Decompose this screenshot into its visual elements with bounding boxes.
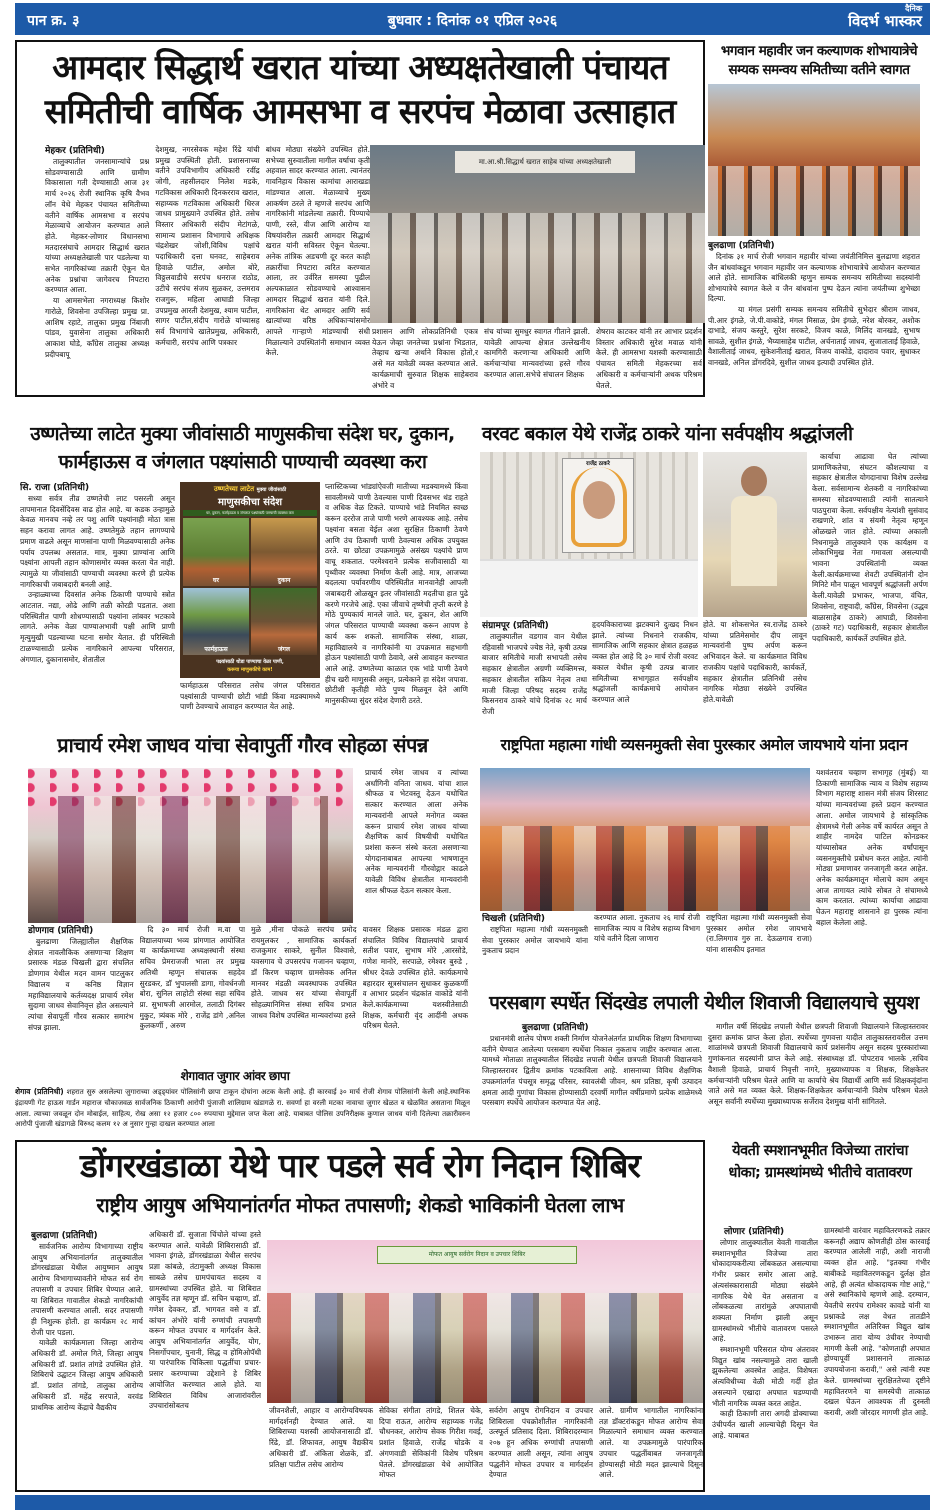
column [149, 1230, 261, 1488]
byline: लोणार (प्रतिनिधी) [724, 1227, 785, 1237]
poster-panel [251, 588, 317, 656]
photo-speaker [703, 452, 807, 617]
column [594, 913, 700, 981]
poster-footer [180, 655, 320, 674]
byline: शेगाव (प्रतिनिधी) [15, 1087, 64, 1096]
page-number: पान क्र. ३ [27, 13, 80, 29]
column [269, 1406, 373, 1490]
newspaper-logo [848, 4, 922, 28]
body-text: काही ठिकाणी तारा अगदी डोक्याच्या उंचीपर्यंत खाली आल्याचेही दिसून येत आहे. याबाबत [712, 1409, 818, 1440]
body-text: ग्रामस्थांनी वारंवार महावितरणकडे तक्रार करूनही अद्याप कोणतीही ठोस कारवाई करण्यात आलेली नाही, अशी नाराजी व्यक्त होत आहे. "इतक्या गंभीर बाबीकडे महावितरणकडून दुर्लक्ष होत आहे, ही अत्यंत धोकादायक गोष्ट आहे," असे स्थानिकांचे म्हणणे आहे. दरम्यान, येवतीचे सरपंच रामेश्वर कावडे यांनी या प्रश्नाकडे लक्ष वेधत तातडीने स्मशानभूमीत अतिरिक्त विद्युत खांब उभारून तारा योग्य उंचीवर नेण्याची मागणी केली आहे. "कोणताही अपघात होण्यापूर्वी प्रशासनाने तात्काळ उपाययोजना करावी," असे त्यांनी स्पष्ट केले. ग्रामस्थांच्या सुरक्षिततेच्या दृष्टीने महावितरणने या समस्येची तात्काळ दखल घेऊन आवश्यक ती दुरुस्ती करावी, अशी जोरदार मागणी होत आहे. [824, 1226, 930, 1417]
article-panchayat-aamsabha [15, 40, 705, 397]
column [596, 327, 702, 393]
article-shegaon-gambling-raid [15, 1068, 930, 1138]
poster-panel [251, 518, 317, 586]
poster-label: जंगल [278, 646, 290, 653]
body-text: सार्वजनिक आरोग्य विभागाच्या राष्ट्रीय आयुष अभियानांतर्गत तालुक्यातील डोंगरखंडाळा येथील आयुष्मान आयुष आरोग्य विभागाच्यावतीने मोफत सर्व रोग तपासणी व उपचार शिबिर घेण्यात आले. या शिबिरात गावातील शेकडो नागरिकांची तपासणी करण्यात आली. सदर तपासणी ही निशुल्क होती. हा कार्यक्रम २८ मार्च रोजी पार पडला. [31, 1242, 143, 1337]
column [824, 1226, 930, 1490]
poster-label: घर [212, 576, 219, 584]
byline: चिखली (प्रतिनिधी) [482, 914, 545, 924]
poster-footer-2: करूया माणुसकीचे काम! [227, 667, 273, 673]
byline: बुलढाणा (प्रतिनिधी) [31, 1231, 98, 1241]
article-yevti-crematorium-wires [710, 1140, 930, 1492]
byline: डोणगाव (प्रतिनिधी) [28, 926, 94, 936]
body-text: यावसर शिक्षक प्रसारक मंडळ द्वारा संचालित विविध विद्यालयांचे प्राचार्य सतीश पवार, सुभाष मोरे ,आरसोडे, गणेश मानोरे, सरपाळे, रमेश्वर बुरुडे , श्रीधर देवळे उपस्थित होते. कार्यक्रमाचे बहारदार सूत्रसंचालन सुधाकर कुळकर्णी व आभार प्रदर्शन चंद्रकांत वाकोडे यांनी केले.कार्यक्रमाच्या यशस्वीतेसाठी शिक्षक, कर्मचारी वृंद आदींनी अथक परिश्रम घेतले. [362, 925, 468, 1031]
poster-panel [183, 518, 249, 586]
body-text: मुळे ,मीना पोकळे सरपंच प्रमोद रायमुलकर , सामाजिक कार्यकर्ता राजकुमार साकरे, सुनील विश्वासे, यवसगाव चे उपसरपंच गजानन चव्हाण, डॉ किरण चव्हाण ग्रामसेवक अनिल मानवर मंडळी व्यवस्थापक उपस्थित होते. जाधव सर यांच्या सेवापूर्ती सोहळ्यानिमित्त संस्था सचिव प्रभात जाधव विशेष उपस्थित मान्यवरांच्या हस्ते [251, 925, 357, 1020]
logo-small-text: दैनिक [905, 4, 922, 13]
byline: संग्रामपूर (प्रतिनिधी) [482, 621, 549, 631]
body-text: प्रधानमंत्री शालेय पोषण शक्ती निर्माण योजनेअंतर्गत प्राथमिक शिक्षण विभागाच्या वतीने घेण्यात आलेल्या परसबाग स्पर्धेचा निकाल नुकताच जाहीर करण्यात आला. यामध्ये मोताळा तालुक्यातील सिंदखेड लपाली येथील छत्रपती शिवाजी विद्यालयाने जिल्हास्तरावर द्वितीय क्रमांक पटकाविला आहे. शासनाच्या विविध शैक्षणिक उपक्रमांतर्गत पंचसूत्र समृद्ध परिसर, स्वावलंबी जीवन, श्रम प्रतिष्ठा, कृषी उत्पादन क्षमता आदी गुणांचा विकास होण्यासाठी दरवर्षी मागील वर्षीप्रमाणे प्रत्येक शाळेमध्ये परसबाग स्पर्धेचे आयोजन करण्यात येत आहे. [482, 1034, 702, 1108]
column [372, 327, 478, 393]
article-ramesh-jadhav [15, 730, 470, 1060]
body-text: यशवंतराव चव्हाण सभागृह (मुंबई) या ठिकाणी सामाजिक न्याय व विशेष सहाय्य विभाग महाराष्ट्र शासन मंत्री संजय शिरसाट यांच्या मान्यवरांच्या हस्ते प्रदान करण्यात आला. अमोल जायभाये हे सांस्कृतिक क्षेत्रामध्ये गेली अनेक वर्षे कार्यरत असून ते शाहीर नामदेव पाटिल कोनडकर यांच्यासोबत अनेक वर्षांपासून व्यसनमुक्तीचे प्रबोधन करत आहेत. त्यांनी मोठ्या प्रमाणावर जनजागृती करत आहेत. अनेक कार्यक्रमातून मोलाचे काम असून आज तागायत त्यांचे सोबत ते संचामध्ये काम करतात. त्यांच्या कार्याचा आढावा घेऊन महाराष्ट्र शासनाने हा पुरस्क त्यांना बहाल केलेला आहे. [816, 768, 928, 927]
headline-line-1: डोंगरखंडाळा येथे पार पडले सर्व रोग निदान शिबिर [80, 1146, 640, 1185]
headline-line-1: येवती स्मशानभूमीत विजेच्या तारांचा [732, 1143, 908, 1159]
body-text: प्लास्टिकच्या भांड्यांऐवजी मातीच्या मडक्यामध्ये किंवा सावलीमध्ये पाणी ठेवल्यास पाणी दिवसभर थंड राहते व अधिक वेळ टिकते. पाण्याचे भांडे नियमित स्वच्छ करून दररोज ताजे पाणी भरणे आवश्यक आहे. तसेच पक्ष्यांना बसता येईल अशा सुरक्षित ठिकाणी ठेवणे आणि उंच ठिकाणी पाणी ठेवल्यास अधिक उपयुक्त ठरते. या छोट्या उपक्रमामुळे असंख्य पक्ष्यांचे प्राण वाचू शकतात. परमेश्वराने प्रत्येक सजीवासाठी या पृथ्वीवर व्यवस्था निर्माण केली आहे. मात्र, आजच्या बदलत्या पर्यावरणीय परिस्थितीत मानवानेही आपली जबाबदारी ओळखून इतर जीवांसाठी मदतीचा हात पुढे करणे गरजेचे आहे. एका जीवाचे तृष्णेची तृप्ती करणे हे मोठे पुण्यकार्य मानले जाते. घर, दुकान, शेत आणि जंगल परिसरात पाण्याची व्यवस्था करून आपण हे कार्य करू शकतो. सामाजिक संस्था, शाळा, महाविद्यालये व नागरिकांनी या उपक्रमात सहभागी होऊन पक्ष्यांसाठी पाणी ठेवावे, असे आवाहन करण्यात आले आहे. उष्णतेच्या काळात एक भांडे पाणी ठेवणे हीच खरी माणुसकी असून, प्रत्येकाने हा संदेश जपावा. छोटीशी कृतीही मोठे पुण्य मिळवून देते आणि मानुसकीच्या सुंदर संदेश देणारी ठरते. [325, 482, 468, 706]
headline-line-2: धोका; ग्रामस्थांमध्ये भीतीचे वातावरण [728, 1165, 912, 1181]
body-text: करण्यात आला. नुकताच २६ मार्च रोजी सामाजिक न्याय व विशेष सहाय्य विभाग यांचे वतीने दिला जाणारा [594, 913, 700, 944]
body-text: बांधव मोठ्या संख्येने उपस्थित होते. सभेच्या सुरुवातीला मागील वर्षाचा कृती अहवाल सादर करण्यात आला. त्यानंतर गावनिहाय विकास कामांचा आराखडा मांडण्यात आला. मेळाव्याचे मुख्य आकर्षण ठरले ते म्हणजे सरपंच आणि नागरिकांनी मांडलेल्या तक्रारी. पिण्याचे पाणी, रस्ते, वीज आणि आरोग्य या विषयांवरील तक्रारी आमदार सिद्धार्थ खरात यांनी सविस्तर ऐकून घेतल्या. अनेक तांत्रिक अडचणी दूर करत काही तक्रारींचा निपटारा त्वरित करण्यात आला, तर उर्वरित समस्या पुढील अल्पकाळात सोडवण्याचे आश्वासन आमदार सिद्धार्थ खरात यांनी दिले. नागरिकांना थेट आमदार आणि सर्व खात्यांच्या वरिष्ठ अधिकाऱ्यांसमोर आपले गाऱ्हाणे मांडण्याची संधी मिळाल्याने उपस्थितांनी समाधान व्यक्त केले. [265, 145, 370, 358]
column [325, 482, 468, 722]
column [482, 913, 588, 981]
body-text: देशमुख, नगरसेवक महेश रिंढे यांची प्रमुख उपस्थिती होती. प्रशासनाच्या वतीने उपविभागीय अधिकारी रवींद्र जोगी, तहसीलदार निलेश मडके, गटविकास अधिकारी दिनकरराव खरात, सहाय्यक गटविकास अधिकारी धिरज जाधव प्रामुख्याने उपस्थित होते. तसेच विस्तार अधिकारी संदीप मेटांगळे, सामान्य प्रशासन विभागाचे अधिक्षक चंद्रशेखर जोशी,विविध पक्षांचे पदाधिकारी दत्ता घनवट, साहेबराव हिवाळे पाटील, अमोल बोरे, विठ्ठलवाडीचे सरपंच धनराज राठोड, उटीचे सरपंच संजय सुळकर, उत्तमराव राजगुरू, महिला आघाडी जिल्हा उपप्रमुख आरती देशमुख, श्याम पाटील, सागर पाटील,संदीप गारोळे यांच्यासह सर्व विभागांचे खातेप्रमुख, अधिकारी, कर्मचारी, सरपंच आणि पत्रकार [155, 145, 260, 347]
body-text: बुलढाणा जिल्ह्यातील शैक्षणिक क्षेत्रात नावलौकिक असणाऱ्या शिक्षण प्रसारक मंडळ चिखली द्वारा संचलित डोणगाव येथील मदन वामन पाटलुकर विद्यालय व कनिष्ठ विज्ञान महाविद्यालयाचे कर्तव्यदक्ष प्राचार्य रमेश सुदामा जाधव सेवानिवृत्त होत असल्याने त्यांचा सेवापूर्ती गौरव सत्कार समारंभ संपन्न झाला. [28, 937, 134, 1032]
body-text: सर्वरोग आयुष रोगनिदान व उपचार शिबिराला पंचक्रोशीतील नागरिकांनी उत्स्फूर्त प्रतिसाद दिला. शिबिरादरम्यान २०७ हून अधिक रुग्णांची तपासणी करण्यात आली असून, त्यांना आयुष पद्धतीने मोफत उपचार व मार्गदर्शन देण्यात [489, 1406, 593, 1480]
body-text: तालुक्यातील वडगाव वान येथील रहिवासी भाजपचे ज्येष्ठ नेते, कृषी उत्पन्न बाजार समितीचे माजी सभापती तसेच सहकार क्षेत्रातील अग्रणी व्यक्तिमत्त्व, सहकार क्षेत्रातील सक्रिय नेतृत्व तथा माजी जिल्हा परिषद सदस्य राजेंद्र किसनराव ठाकरे यांचे दिनांक २८ मार्च रोजी [482, 632, 587, 716]
column [155, 145, 259, 393]
column [45, 145, 149, 393]
column [20, 482, 175, 722]
column [599, 1406, 703, 1490]
body-text: प्राचार्य रमेश जाधव व त्यांच्या अर्धांगिनी वनिता जाधव. यांचा शाल श्रीफळ व भेटवस्तू देऊन यथोचित सत्कार करण्यात आला अनेक मान्यवरांनी आपले मनोगत व्यक्त करून प्राचार्य रमेश जाधव यांच्या शैक्षणिक कार्य विषयीची यथोचित प्रशंसा करून संस्थे करता असणाऱ्या योगदानाबाबत आपल्या भाषणातून अनेक मान्यवरांनी गौरवोद्गार काढले यावेळी विविध क्षेत्रातील मान्यवरांनी शाल श्रीफळ देऊन सत्कार केला. [365, 768, 468, 895]
body-text: स्मशानभूमी परिसरात योग्य अंतरावर विद्युत खांब नसल्यामुळे तारा खाली झुकलेल्या अवस्थेत आहेत. विशेषतः अंत्यविधीच्या वेळी मोठी गर्दी होत असल्याने एखादा अपघात घडण्याची भीती नागरिक व्यक्त करत आहेत. [712, 1345, 818, 1408]
headline: प्राचार्य रमेश जाधव यांचा सेवापुर्ती गौरव सोहळा संपन्न [57, 733, 428, 757]
body-text: दि ३० मार्च रोजी म.वा पा विद्यालयाच्या भव्य प्रांगणात आयोजित या कार्यक्रमाच्या अध्यक्षस्थानी संस्था सचिव प्रेमराजजी भाला तर प्रमुख अतिथी म्हणून संचालक सहदेव सुरडकर, डॉ भुपालसी डागा, गोवर्धनजी बोरा, सुनिल लाहोटी संस्था सहा सचिव प्रा. सुभाषजी आरमोल, तलाठी दिगंबर मुकुट, त्र्यंबक मोरे , राजेंद्र डांगे ,अनिल कुलकर्णी , अरुण [139, 925, 245, 1031]
masthead-bar [15, 3, 930, 35]
body-text: लोणार तालुक्यातील येवती गावातील स्मशानभूमीत विजेच्या तारा धोकादायकरीत्या लोंबकळत असल्याचा गंभीर प्रकार समोर आला आहे. अंत्यसंस्कारासाठी मोठ्या संख्येने नागरिक येथे येत असताना व लोंबकळत्या तारांमुळे अपघाताची शक्यता निर्माण झाली असून ग्रामस्थांमध्ये भीतीचे वातावरण पसरले आहे. [712, 1238, 818, 1344]
body-text: मागील वर्षी सिंदखेड लपाली येथील छत्रपती शिवाजी विद्यालयाने जिल्हास्तरावर दुसरा क्रमांक प्राप्त केला होता. स्पर्धेच्या गुणवत्ता यादीत तालुकास्तरावरील उत्तम शाळांमध्ये छत्रपती शिवाजी विद्यालयाचे कार्य प्रशंसनीय असून सदस्य पुरस्कारांच्या गुणांकनात सदस्यांनी प्राप्त केले आहे. संस्थाध्यक्ष डॉ. पोपटराव भालके ,सचिव वैशाली हिवाळे, प्राचार्य निवृत्ती नागरे, मुख्याध्यापक व शिक्षक, शिक्षकेतर कर्मचाऱ्यांनी परिश्रम घेतले आणि या कार्याचे श्रेय विद्यार्थी आणि सर्व शिक्षकवृंदांना जाते असे मत व्यक्त केले. शिक्षक-शिक्षकेतर कर्मचाऱ्यांनी विशेष परिश्रम घेतले असून सर्वांनी स्पर्धेच्या मुख्याध्यापक सर्जेराव देशमुख यांनी सांगितले. [708, 1022, 928, 1106]
poster-title-1: उष्णतेच्या लाटेत [213, 485, 255, 493]
column [482, 620, 587, 722]
headline [710, 1140, 930, 1184]
poster-birds-water [180, 482, 320, 678]
headline: राष्ट्रपिता महात्मा गांधी व्यसनमुक्ती सेवा पुरस्कार अमोल जायभाये यांना प्रदान [500, 736, 908, 754]
byline: सि. राजा (प्रतिनिधी) [20, 483, 90, 493]
column [15, 1086, 470, 1138]
body-text: या आमसभेला नगराध्यक्ष किशोर गारोळे, शिवसेना उपजिल्हा प्रमुख प्रा. आशिष रहाटे, तालुका प्रमुख निंबाजी पांडव, युवासेना तालुका अधिकारी आकाश घोडे, काँग्रेस तालुका अध्यक्ष प्रदीपबापू [45, 296, 150, 359]
article-mahavir-shobhayatra [708, 42, 930, 397]
body-text: होते. या शोकसभेत स्व.राजेंद्र ठाकरे यांच्या प्रतिमेसमोर दीप लावून मान्यवरांनी पुष्प अर्पण करून अभिवादन केले. या कार्यक्रमात विविध राजकीय पक्षांचे पदाधिकारी, कार्यकर्ते, सहकार क्षेत्रातील प्रतिनिधी तसेच नागरिक मोठ्या संख्येने उपस्थित होते.यावेळी [703, 620, 807, 704]
footer-bar [15, 1495, 930, 1510]
column [816, 768, 928, 980]
column [379, 1406, 483, 1490]
body-text: शेषराव काटकर यांनी तर आभार प्रदर्शन विस्तार अधिकारी सुरेश मवाळ यांनी केले. ही आमसभा यशस्वी करण्यासाठी पंचायत समिती मेहकरच्या सर्व अधिकारी व कर्मचाऱ्यांनी अथक परिश्रम घेतले. [596, 327, 702, 390]
body-text: तालुक्यातील जनसामान्यांचे प्रश्न सोडवण्यासाठी आणि ग्रामीण विकासाला गती देण्यासाठी आज ३१ मार्च २०२६ रोजी स्थानिक कृषि वैभव लॉन येथे मेहकर पंचायत समितीच्या वतीने वार्षिक आमसभा व सरपंच मेळाव्याचे आयोजन करण्यात आले होते. मेहकर-लोणार विधानसभा मतदारसंघाचे आमदार सिद्धार्थ खरात यांच्या अध्यक्षतेखाली पार पडलेल्या या सभेत नागरिकांच्या तक्रारी ऐकून घेत अनेक प्रश्नांचा जागेवरच निपटारा करण्यात आला. [45, 157, 150, 295]
headline-line-2: फार्महाऊस व जंगलात पक्ष्यांसाठी पाण्याची व्यवस्था करा [58, 451, 427, 473]
headline: शेगावात जुगार आंवर छापा [180, 1069, 290, 1083]
poster-title-2: माणुसकीचा संदेश [217, 497, 283, 508]
body-text: संच यांच्या सुमधुर स्वागत गीताने झाली. यावेळी आपल्या क्षेत्रात उल्लेखनीय कामगिरी करणाऱ्या अधिकारी आणि कर्मचाऱ्यांचा मान्यवरांच्या हस्ते गौरव करण्यात आला.सभेचे संचालन शिक्षक [484, 327, 590, 379]
event-banner: मा.आ.श्री.सिद्धार्थ खरात साहेब यांच्या अध्यक्षतेखाली [455, 151, 635, 173]
column [28, 925, 134, 1050]
body-text: राष्ट्रपिता महात्मा गांधी व्यसनमुक्ती सेवा पुरस्कार अमोल रमेश जायभाये (रा.लिमगाव गुरु ता. देऊळगाव राजा) यांना शासकीय इतमात [706, 913, 812, 955]
byline: बुलढाणा (प्रतिनिधी) [522, 1023, 589, 1033]
body-text: यावेळी कार्यक्रमाला जिल्हा आरोग्य अधिकारी डॉ. अमोल गिते, जिल्हा आयुष अधिकारी डॉ. प्रशांत तांगडे उपस्थित होते. शिबिराचे उद्घाटन जिल्हा आयुष अधिकारी डॉ. प्रशांत तांगडे, तालुका आरोग्य अधिकारी डॉ. महेंद्र सरपाते, वरवंड प्राथमिक आरोग्य केंद्राचे वैद्यकीय [31, 1338, 143, 1412]
issue-date: बुधवार : दिनांक ०१ एप्रिल २०२६ [387, 13, 558, 29]
photo-felicitation [28, 768, 353, 923]
poster-label: दुकान [277, 576, 291, 584]
body-text: उन्हाळ्याच्या दिवसांत अनेक ठिकाणी पाण्याचे स्त्रोत आटतात. नद्या, ओढे आणि तळी कोरडी पडतात. अशा परिस्थितीत पाणी शोधण्यासाठी पक्ष्यांना लांबवर भटकावे लागते. अनेक वेळा पाण्याअभावी पक्षी आणि प्राणी मृत्युमुखी पडल्याच्या घटना समोर येतात. ही परिस्थिती टाळण्यासाठी प्रत्येक नागरिकाने आपल्या परिसरात, अंगणात, दुकानासमोर, शेतातील [20, 590, 175, 664]
column [365, 768, 468, 923]
body-text: राष्ट्रपिता महात्मा गांधी व्यसनमुक्ती सेवा पुरस्कार अमोल जायभाये यांना नुकताच प्रदान [482, 925, 588, 956]
column [363, 925, 469, 1050]
body-text: कार्याचा आढावा घेत त्यांच्या प्रामाणिकतेचा, संघटन कौशल्याचा व सहकार क्षेत्रातील योगदानाचा विशेष उल्लेख केला. सर्वसामान्य शेतकरी व नागरिकांच्या समस्या सोडवण्यासाठी त्यांनी सातत्याने पाठपुरावा केला. सर्वपक्षीय नेत्यांशी सुसंवाद राखणारे, शांत व संयमी नेतृत्व म्हणून ओळखले जात होते. त्यांच्या अकाली निधनामुळे तालुक्याने एक कार्यक्षम व लोकाभिमुख नेता गमावला असल्याची भावना उपस्थितांनी व्यक्त केली.कार्यक्रमाच्या शेवटी उपस्थितांनी दोन मिनिटे मौन पाळून भावपूर्ण श्रद्धांजली अर्पण केली.यावेळी प्रभाकर, भाजपा, वंचित, शिवसेना, राष्ट्रवादी, काँग्रेस, शिवसेना (उद्धव बाळासाहेब ठाकरे) आघाडी, शिवसेना (ठाकरे गट) पदाधिकारी, सहकार क्षेत्रातील पदाधिकारी, कार्यकर्ते उपस्थित होते. [812, 452, 928, 643]
body-text: अधिकारी डॉ. सुजाता चिंचोले यांच्या हस्ते करण्यात आले. यावेळी शिबिरासाठी डॉ. भावना इंगळे, डोंगरखंडाळा येथील सरपंच प्रज्ञा कांबळे, तंटामुक्ती अध्यक्ष विकास साबळे तसेच ग्रामपंचायत सदस्य व ग्रामस्थांच्या उपस्थित होते. या शिबिरात आयुर्वेद तज्ञ म्हणून डॉ. सचिन चव्हाण, डॉ. गणेश देवकर, डॉ. भागवत वसे व डॉ. कांचन अंभोरे यांनी रुग्णांची तपासणी करून मोफत उपचार व मार्गदर्शन केले. आयुष अभियानांतर्गत आयुर्वेद, योग, निसर्गोपचार, युनानी, सिद्ध व होमिओपॅथी या पारंपारिक चिकित्सा पद्धतींचा प्रचार-प्रसार करण्याच्या उद्देशाने हे शिबिर आयोजित करण्यात आले होते. या शिबिरात विविध आजारांवरील उपचारांसोबतच [149, 1230, 261, 1411]
poster-title-1b: मुक्या जीवांसाठी [256, 487, 287, 493]
column [592, 620, 698, 722]
article-vyasanmukti-award [478, 730, 930, 985]
headline-line-1: भगवान महावीर जन कल्याणक शोभायात्रेचे [720, 43, 918, 59]
headline-line-2: राष्ट्रीय आयुष अभियानांतर्गत मोफत तपासणी; शेकडो भाविकांनी घेतला लाभ [96, 1193, 624, 1217]
body-text: आले. ग्रामीण भागातील नागरिकांना तज्ञ डॉक्टरांकडून मोफत आरोग्य सेवा मिळाल्याने समाधान व्यक्त करण्यात आले. या उपक्रमामुळे पारंपारिक उपचार पद्धतींबाबत जनजागृती होण्यासही मोठी मदत झाल्याचे दिसून आले. [599, 1406, 703, 1480]
column [706, 913, 812, 981]
poster-title [180, 482, 320, 494]
photo-award-ceremony [480, 768, 810, 911]
column [489, 1406, 593, 1490]
byline: मेहकर (प्रतिनिधी) [45, 146, 105, 156]
headline-line-1: आमदार सिद्धार्थ खरात यांच्या अध्यक्षतेखाली पंचायत [52, 48, 668, 88]
article-dongarkhandala-camp [15, 1140, 705, 1492]
headline-line-2: समितीची वार्षिक आमसभा व सरपंच मेळावा उत्साहात [44, 92, 676, 132]
article-birds-water [15, 420, 470, 725]
article-rajendra-thakre-tribute [478, 420, 930, 725]
body-text: सध्या सर्वत्र तीव्र उष्णतेची लाट पसरली असून तापमानात दिवसेंदिवस वाढ होत आहे. या कडक उन्हामुळे केवळ मानवच नव्हे तर पशु आणि पक्ष्यांनाही मोठा त्रास सहन करावा लागत आहे. उष्णतेमुळे तहान लागण्याचे प्रमाण वाढले असून माणसांना पाणी मिळवण्यासाठी अनेक पर्याय उपलब्ध असतात. मात्र, मुक्या प्राण्यांना आणि पक्ष्यांना आपली तहान कोणासमोर व्यक्त करता येत नाही. त्यामुळे या जीवांसाठी पाण्याची व्यवस्था करणे ही प्रत्येक नागरिकाची जबाबदारी बनली आहे. [20, 494, 175, 589]
body-text: शहरात सुरु असलेल्या जुगाराच्या अड्ड्यांवर पोलिसांनी छापा टाकून दोघांना अटक केली आहे. ही कारवाई ३० मार्च रोजी शेगाव पोलिसांनी केली आहे.स्थानिक इंद्रायणी गेट हाऊस गार्डन महाराज चौकाजवळ सार्वजनिक ठिकाणी आरोपी पुंजाजी शालिग्राम खंडागळे रा. सवर्णा हा वरली मटका नावाचा जुगार खेळत व खेळवित असताना मिळून आला. त्याच्या जवळून दोन मोबाईल, साहित्य, रोख असा १२ हजार ८०० रुपयाचा मुद्देमाल जप्त केला आहे. याबाबत पोलिस उपनिरीक्षक कुणाल जाधव यांनी दिलेल्या तक्रारीवरुन आरोपी पुंजाजी खंडागळे विरुध्द कलम १२ अ नुसार गुन्हा दाखल करण्यात आला [15, 1088, 470, 1128]
byline: बुलढाणा (प्रतिनिधी) [708, 241, 775, 251]
column [484, 327, 590, 393]
headline-line-1: उष्णतेच्या लाटेत मुक्या जीवांसाठी माणुसकीचा संदेश घर, दुकान, [30, 423, 455, 445]
column [266, 145, 370, 393]
body-text: प्रशासन आणि लोकप्रतिनिधी एकत्र येऊन जेव्हा जनतेच्या प्रश्नांना भिडतात, तेव्हाच खऱ्या अर्थाने विकास होतो,र असे मत यावेळी व्यक्त करण्यात आले. कार्यक्रमाची सुरुवात शिक्षक साहेबराव अंभोरे व [372, 327, 478, 390]
column [31, 1230, 143, 1488]
body-text: फार्महाऊस परिसरात तसेच जंगल परिसरात पक्ष्यांसाठी पाण्याची छोटी भांडी किंवा मडक्यामध्ये पाणी ठेवण्याचे आवाहन करण्यात येत आहे. [180, 681, 320, 712]
headline-line-2: सम्यक समन्वय समितीच्या वतीने स्वागत [728, 62, 910, 78]
poster-label: फार्महाऊस [204, 646, 228, 653]
headline [17, 46, 703, 134]
body-text: जीवनशैली, आहार व आरोग्यविषयक मार्गदर्शनही देण्यात आले. या शिबिराच्या यशस्वी आयोजनासाठी डॉ. रिंढे, डॉ. शिफावत, आयुष वैद्यकीय अधिकारी डॉ. अंकिता शेळके, डॉ. प्रतिक्षा पाटील तसेच आरोग्य [269, 1406, 373, 1469]
column [140, 925, 246, 1050]
headline: परसबाग स्पर्धेत सिंदखेड लपाली येथील शिवाजी विद्यालयाचे सुयश [489, 992, 919, 1014]
photo-medical-camp-group [267, 1240, 703, 1403]
photo-lamp-lighting [370, 145, 705, 323]
body-text: या मंगल प्रसंगी सम्यक समन्वय समितीचे सुभेदार श्रीराम जाधव, पी.आर इंगळे, जे.पी.वाकोडे, मंगल मिसाळ, प्रेम इंगळे, नरेश बोरकर, अशोक दाभाडे, संजय कस्तुरे, सुरेश सरकटे, विजय काळे, मिलिंद वानखडे, सुभाष सावळे, सुशील इंगळे, भैय्यासाहेब पाटील, अर्चनाताई जाधव, सुजाताताई हिवाळे, वैशालीताई जाधव, सुकेशनीताई खरात, विजय वाकोडे, दादाराव पवार, सुधाकर वानखडे, अनिल डोंगरदिवे, सुशील जाधव इत्यादी उपस्थित होते. [708, 304, 920, 367]
headline [15, 420, 470, 476]
body-text: दिनांक ३१ मार्च रोजी भगवान महावीर यांच्या जयंतीनिमित्त बुलढाणा शहरात जैन बांधवांकडून भगवान महावीर जन कल्याणक शोभायात्रेचे आयोजन करण्यात आले होते. सामाजिक बांधिलकी म्हणुन सम्यक समन्वय समितीच्या सदस्यांनी शोभायात्रेचे स्वागत केले व जैन बांधवांना पुष्प देऊन त्यांना जयंतीच्या शुभेच्छा दिल्या. [708, 252, 920, 304]
portrait-caption: राजेंद्र ठाकरे [586, 461, 610, 467]
logo-text: विदर्भ भास्कर [848, 12, 922, 30]
poster-panel [183, 588, 249, 656]
column [251, 925, 357, 1050]
camp-banner: मोफत आयुष सर्वरोग निदान व उपचार शिबिर [377, 1246, 577, 1264]
column [812, 452, 928, 722]
poster-subtitle: घर, दुकान, फार्महाऊस व जंगलात पक्ष्यांसाठी पाण्याची व्यवस्था करा [183, 510, 317, 516]
headline: वरवट बकाल येथे राजेंद्र ठाकरे यांना सर्वपक्षीय श्रद्धांजली [482, 423, 853, 445]
photo-tribute-portrait [480, 452, 698, 617]
column [712, 1226, 818, 1490]
body-text: हृदयविकाराच्या झटक्याने दुःखद निधन झाले. त्यांच्या निधनाने राजकीय, सामाजिक आणि सहकार क्षेत्रात हळहळ व्यक्त होत आहे दि ३० मार्च रोजी वरवट बकाल येथील कृषी उत्पन्न बाजार समितीच्या सभागृहात सर्वपक्षीय श्रद्धांजली कार्यक्रमाचे आयोजन करण्यात आले [592, 620, 698, 704]
photo-shobhayatra [708, 84, 920, 236]
poster-footer-1: पक्ष्यांसाठी थोडा पाण्याचा वेळा पाणी, [216, 659, 284, 665]
body-text: सेविका संगीता तांगडे, शितल चेके, दिपा राऊत, आरोग्य सहाय्यक गजेंद्र चौधनकर, आरोग्य सेवक गिरीश गवई, प्रशांत हिवाळे, राजेंद्र घोडके व अंगणवाडी सेविकांनी विशेष परिश्रम घेतले. डोंगरखंडाळा येथे आयोजित मोफत [379, 1406, 483, 1480]
column [703, 620, 807, 722]
headline [708, 42, 930, 80]
column [180, 681, 320, 723]
